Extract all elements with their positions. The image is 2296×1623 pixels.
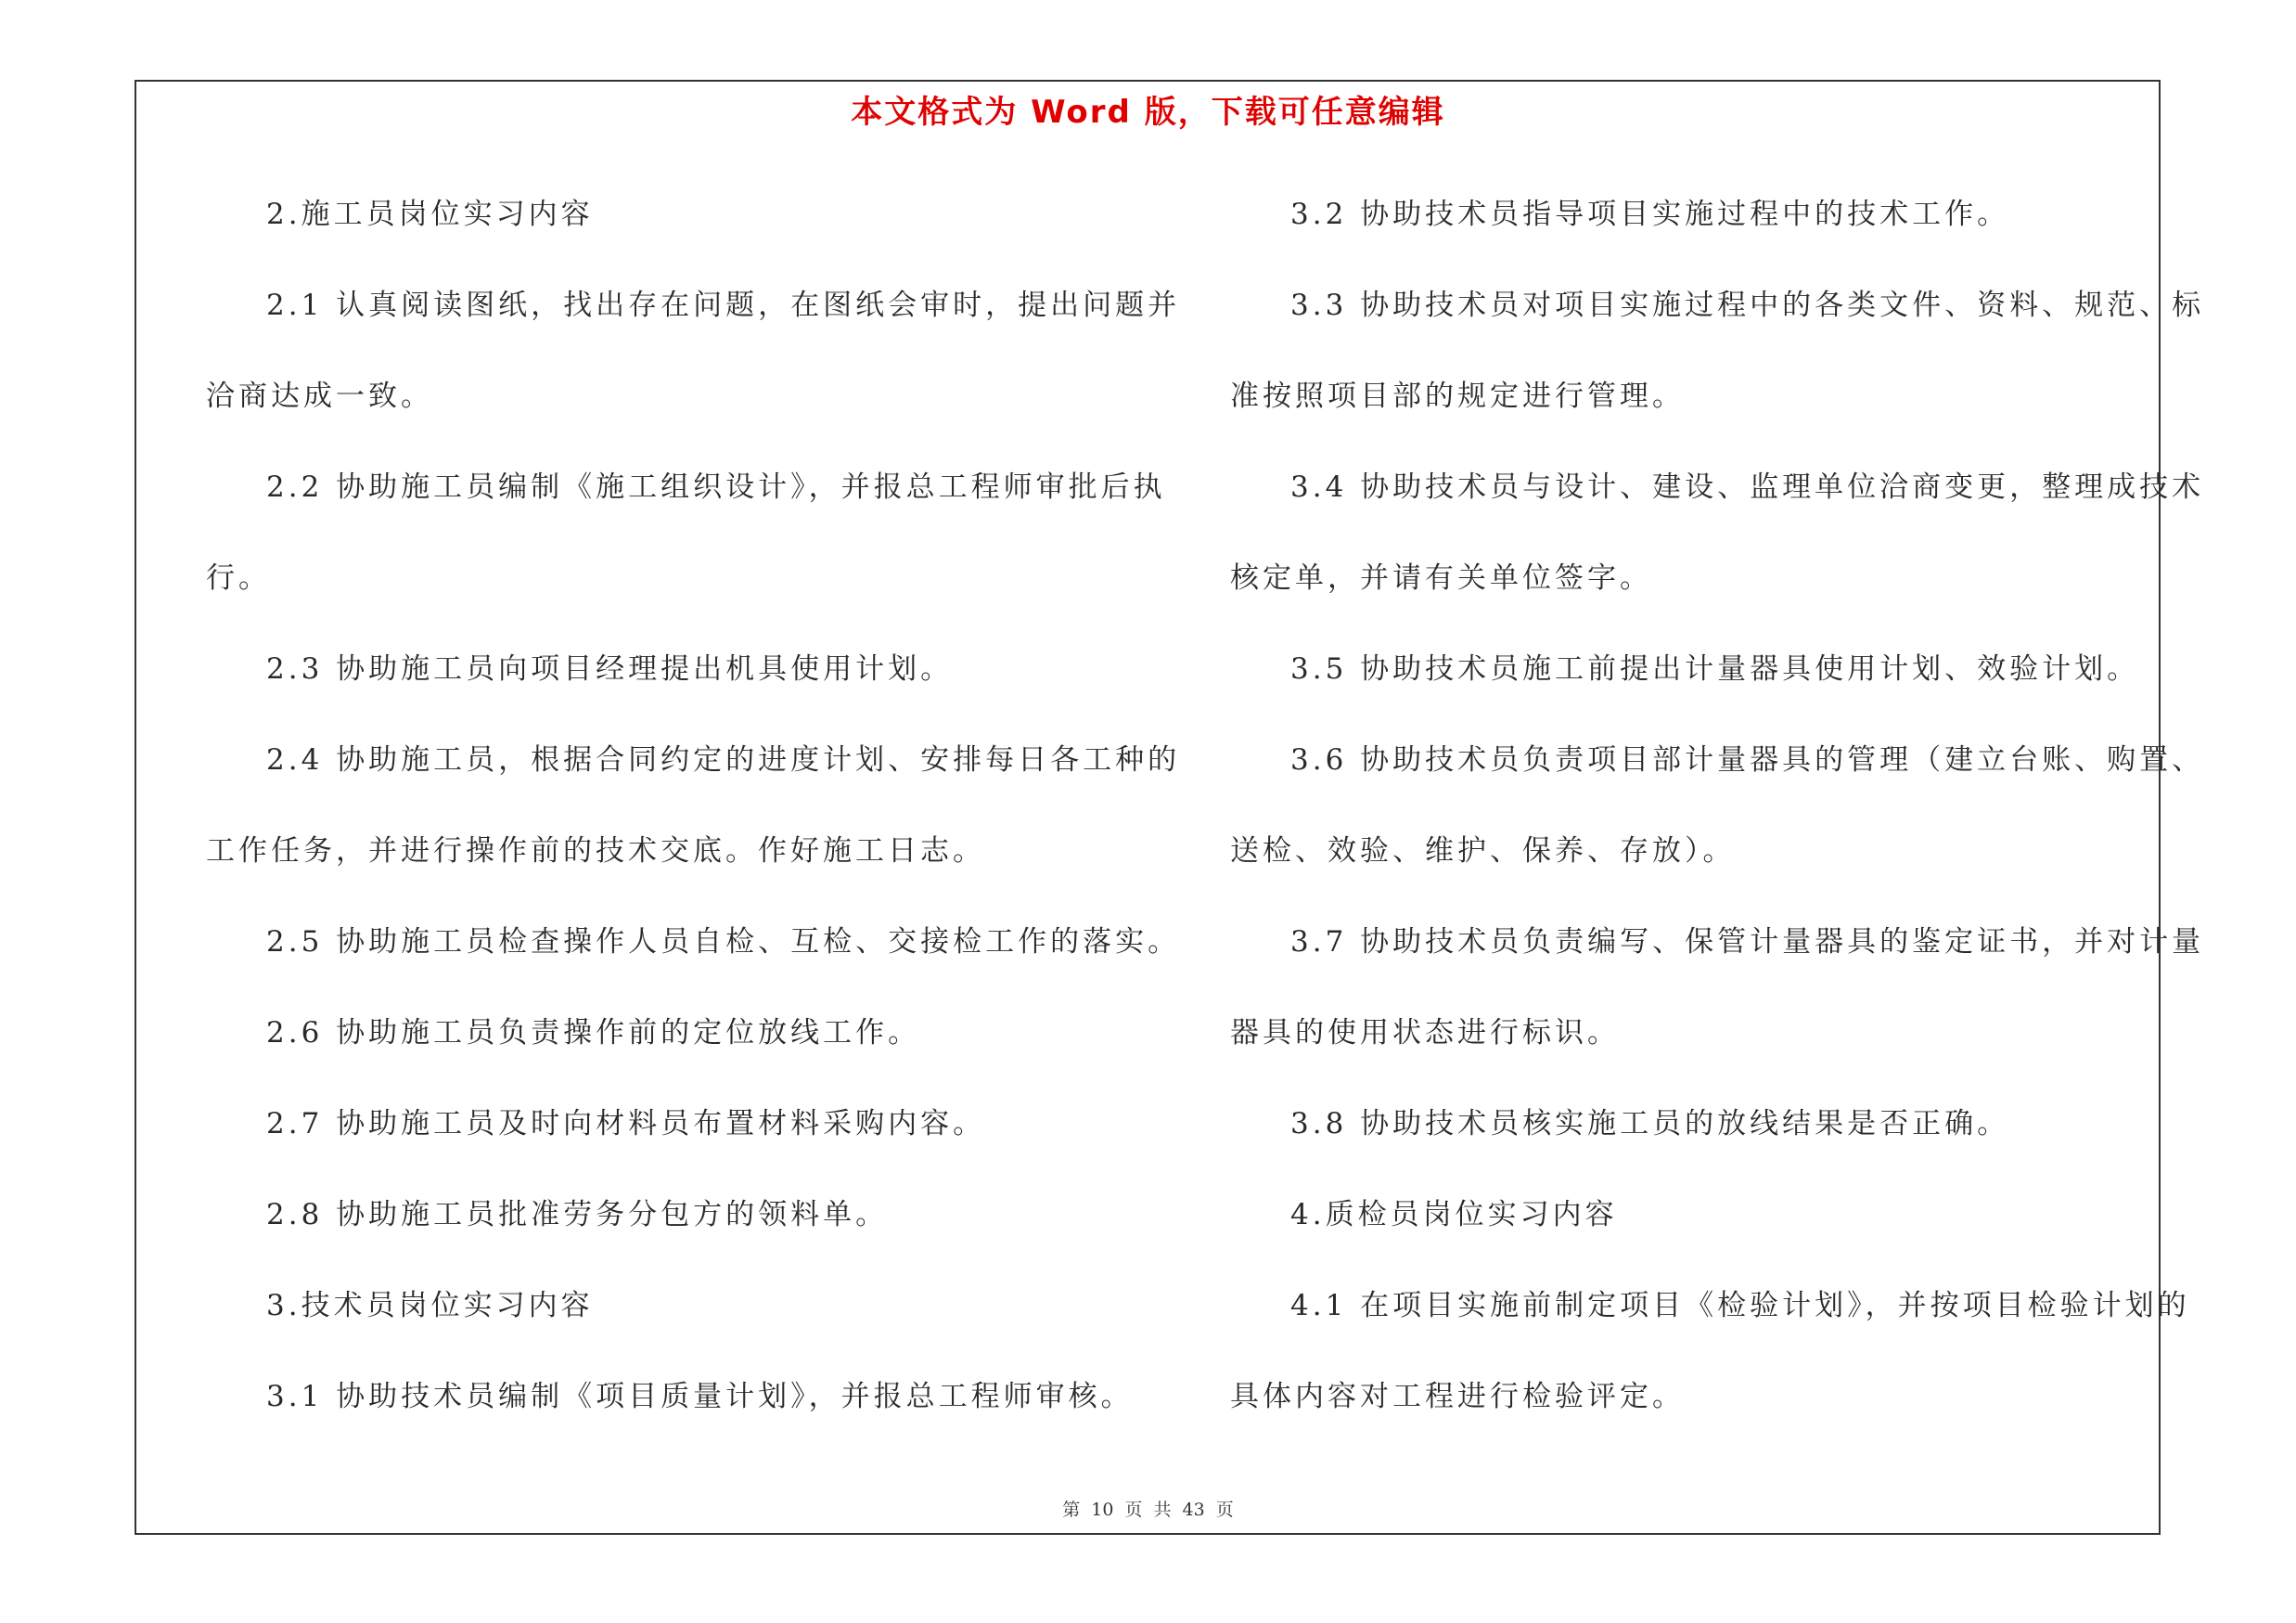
paragraph-line: 2.1 认真阅读图纸，找出存在问题，在图纸会审时，提出问题并: [266, 289, 1181, 322]
paragraph-line: 3.4 协助技术员与设计、建设、监理单位洽商变更，整理成技术: [1290, 470, 2205, 504]
footer-page-label: 页: [1124, 1500, 1143, 1520]
paragraph-line: 2.2 协助施工员编制《施工组织设计》，并报总工程师审批后执: [266, 470, 1166, 504]
footer-total-label: 共: [1153, 1500, 1172, 1520]
paragraph-line: 具体内容对工程进行检验评定。: [1230, 1380, 1685, 1413]
footer-suffix: 页: [1215, 1500, 1234, 1520]
paragraph-line: 准按照项目部的规定进行管理。: [1230, 380, 1685, 413]
paragraph-line: 核定单，并请有关单位签字。: [1230, 561, 1652, 595]
paragraph-line: 2.5 协助施工员检查操作人员自检、互检、交接检工作的落实。: [266, 925, 1181, 959]
paragraph-line: 4.质检员岗位实习内容: [1290, 1198, 1618, 1231]
paragraph-line: 洽商达成一致。: [206, 380, 433, 413]
paragraph-line: 3.3 协助技术员对项目实施过程中的各类文件、资料、规范、标: [1290, 289, 2205, 322]
paragraph-line: 2.3 协助施工员向项目经理提出机具使用计划。: [266, 652, 954, 686]
paragraph-line: 3.7 协助技术员负责编写、保管计量器具的鉴定证书，并对计量: [1290, 925, 2205, 959]
page-footer: [0, 1496, 2296, 1521]
paragraph-line: 工作任务，并进行操作前的技术交底。作好施工日志。: [206, 834, 985, 868]
paragraph-line: 4.1 在项目实施前制定项目《检验计划》，并按项目检验计划的: [1290, 1289, 2190, 1322]
paragraph-line: 器具的使用状态进行标识。: [1230, 1016, 1620, 1050]
paragraph-line: 3.5 协助技术员施工前提出计量器具使用计划、效验计划。: [1290, 652, 2140, 686]
paragraph-line: 3.8 协助技术员核实施工员的放线结果是否正确。: [1290, 1107, 2010, 1140]
paragraph-line: 送检、效验、维护、保养、存放）。: [1230, 834, 1736, 868]
footer-prefix: 第: [1062, 1500, 1081, 1520]
header-banner: 本文格式为 Word 版，下载可任意编辑: [851, 94, 1445, 131]
paragraph-line: 2.4 协助施工员，根据合同约定的进度计划、安排每日各工种的: [266, 743, 1181, 777]
footer-page-number: 10: [1091, 1500, 1114, 1520]
paragraph-line: 3.技术员岗位实习内容: [266, 1289, 594, 1322]
paragraph-line: 3.6 协助技术员负责项目部计量器具的管理（建立台账、购置、: [1290, 743, 2205, 777]
paragraph-line: 2.8 协助施工员批准劳务分包方的领料单。: [266, 1198, 889, 1231]
paragraph-line: 3.1 协助技术员编制《项目质量计划》，并报总工程师审核。: [266, 1380, 1134, 1413]
paragraph-line: 2.6 协助施工员负责操作前的定位放线工作。: [266, 1016, 921, 1050]
paragraph-line: 2.施工员岗位实习内容: [266, 198, 594, 231]
paragraph-line: 2.7 协助施工员及时向材料员布置材料采购内容。: [266, 1107, 986, 1140]
paragraph-line: 行。: [206, 561, 271, 595]
paragraph-line: 3.2 协助技术员指导项目实施过程中的技术工作。: [1290, 198, 2010, 231]
footer-total-pages: 43: [1182, 1500, 1205, 1520]
